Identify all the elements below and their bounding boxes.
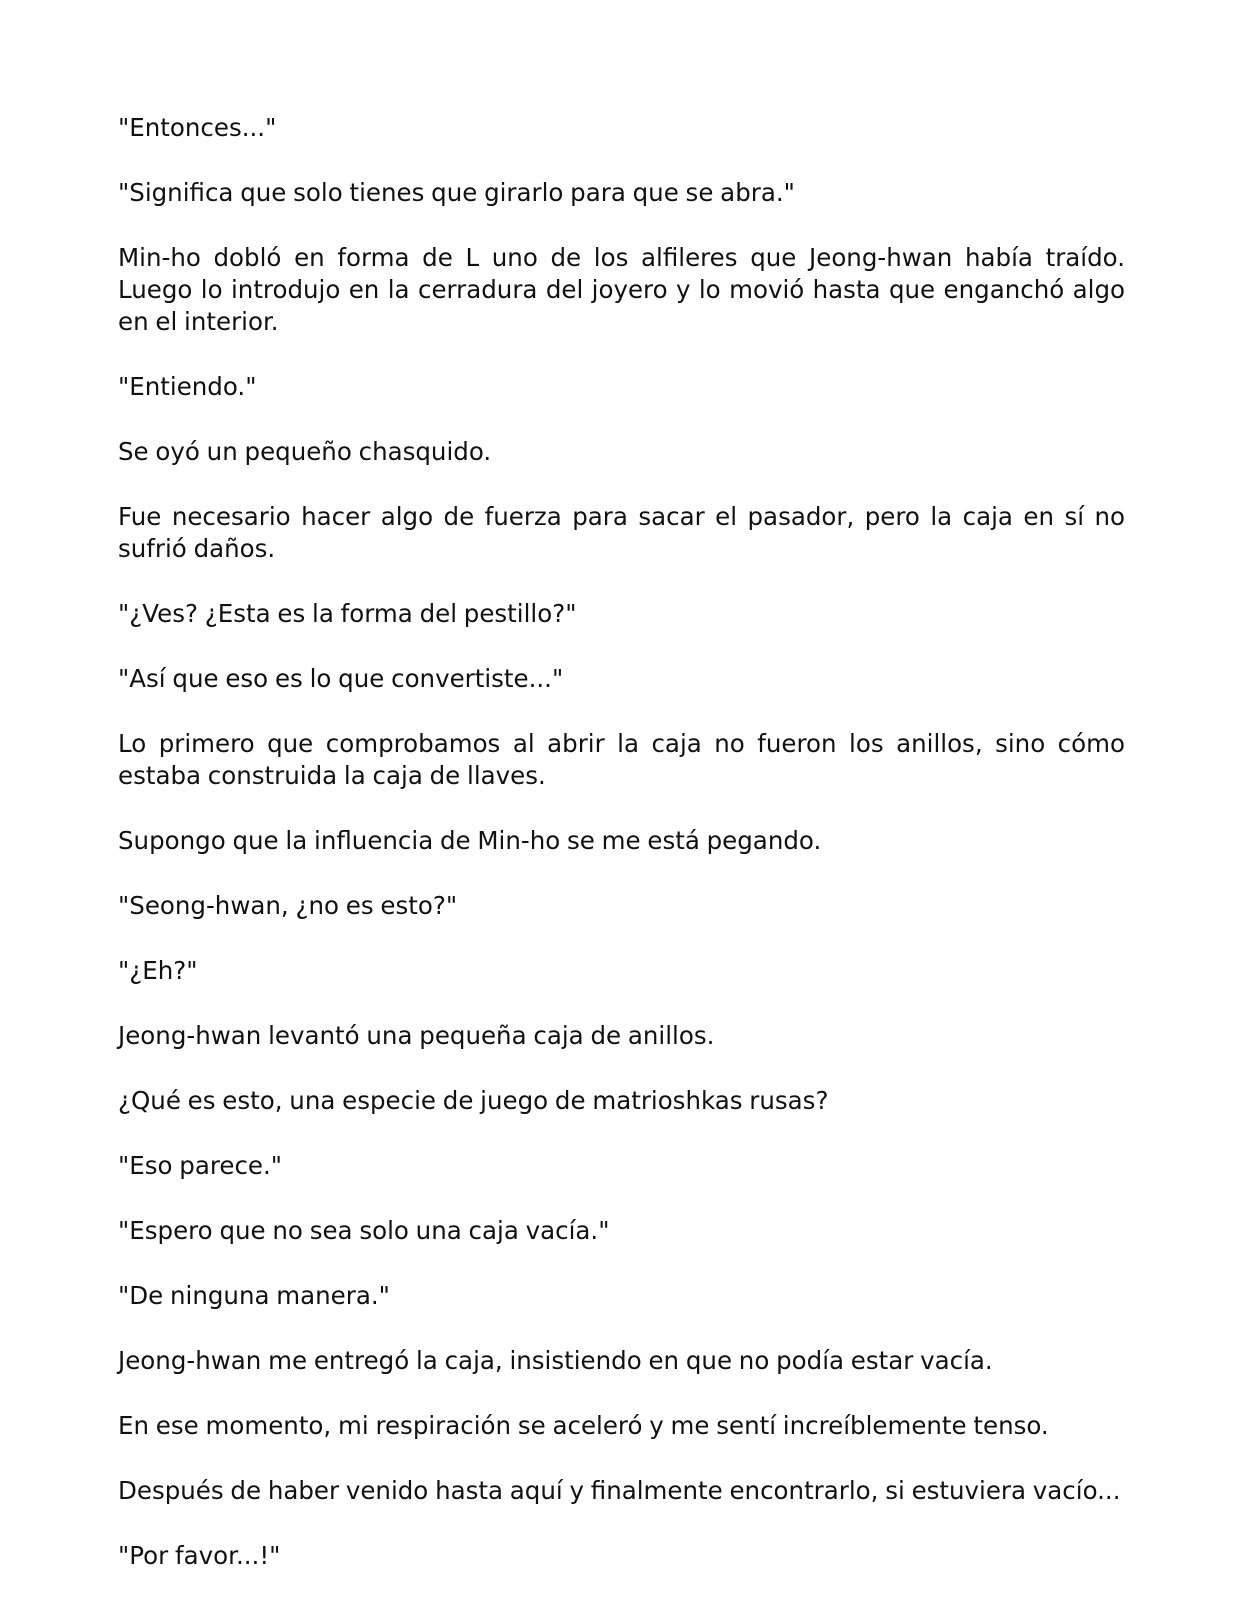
paragraph: "Entonces..." <box>118 113 277 142</box>
paragraph: Lo primero que comprobamos al abrir la caja no fueron los anillos, sino cómo estaba construida la caja de llaves. <box>118 729 1125 790</box>
paragraph: "Así que eso es lo que convertiste..." <box>118 664 564 693</box>
paragraph: Jeong-hwan me entregó la caja, insistiendo en que no podía estar vacía. <box>118 1346 993 1375</box>
paragraph: "Eso parece." <box>118 1151 283 1180</box>
paragraph: ¿Qué es esto, una especie de juego de matrioshkas rusas? <box>118 1086 829 1115</box>
paragraph: Jeong-hwan levantó una pequeña caja de anillos. <box>118 1021 715 1050</box>
paragraph: "¿Eh?" <box>118 956 198 985</box>
paragraph: Min-ho dobló en forma de L uno de los alfileres que Jeong-hwan había traído. Luego lo introdujo en la cerradura del joyero y lo movió hasta que enganchó algo en el interior. <box>118 243 1125 336</box>
paragraph: Fue necesario hacer algo de fuerza para sacar el pasador, pero la caja en sí no sufrió daños. <box>118 502 1125 563</box>
paragraph: Se oyó un pequeño chasquido. <box>118 437 492 466</box>
paragraph: En ese momento, mi respiración se aceleró y me sentí increíblemente tenso. <box>118 1411 1049 1440</box>
body-text <box>118 112 1125 1605</box>
paragraph: "Entiendo." <box>118 372 257 401</box>
paragraph: "Seong-hwan, ¿no es esto?" <box>118 891 458 920</box>
paragraph: Supongo que la influencia de Min-ho se me está pegando. <box>118 826 822 855</box>
paragraph: "Significa que solo tienes que girarlo para que se abra." <box>118 178 795 207</box>
paragraph: "Espero que no sea solo una caja vacía." <box>118 1216 610 1245</box>
paragraph: "De ninguna manera." <box>118 1281 390 1310</box>
paragraph: "¿Ves? ¿Esta es la forma del pestillo?" <box>118 599 577 628</box>
paragraph: "Por favor...!" <box>118 1541 281 1570</box>
paragraph: Después de haber venido hasta aquí y finalmente encontrarlo, si estuviera vacío... <box>118 1476 1121 1505</box>
